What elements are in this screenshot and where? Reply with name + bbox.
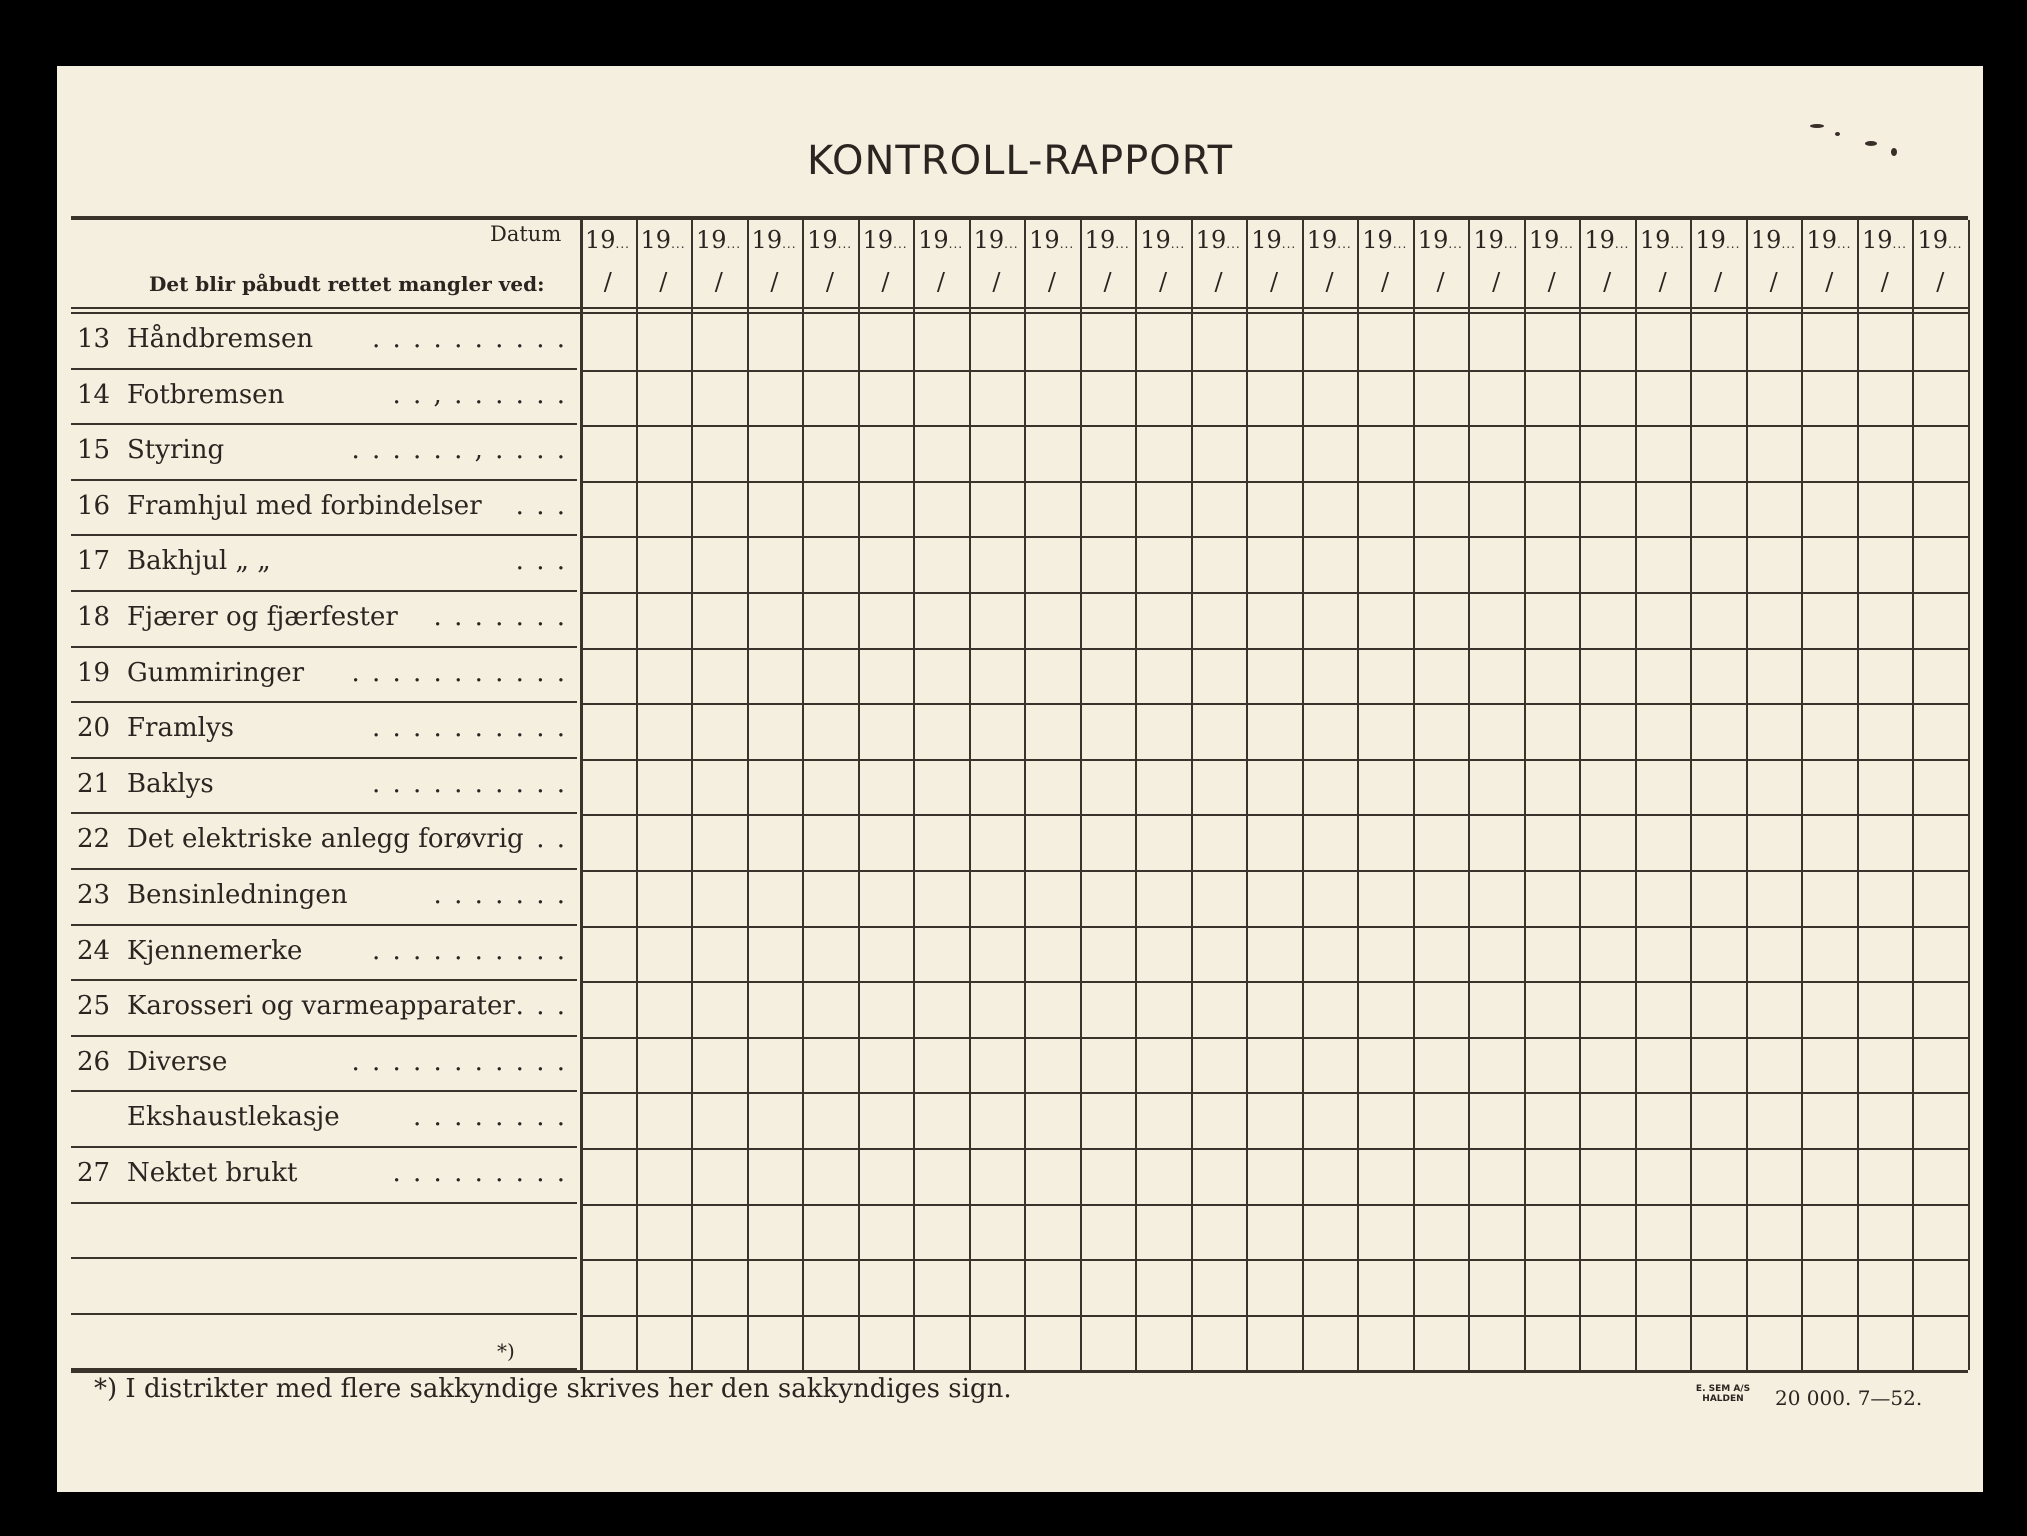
year-text: 19 [640, 226, 672, 254]
year-fill-dots: ... [948, 237, 964, 251]
year-text: 19 [1584, 226, 1615, 254]
row-label: Håndbremsen [127, 324, 314, 354]
year-fill-dots: ... [1559, 237, 1574, 251]
row-leader-dots: . . . . . . . . . . . [351, 1046, 567, 1077]
row-leader-dots: . . . . . . , . . . . [351, 435, 567, 466]
grid-column-line [802, 220, 804, 1370]
date-year-prefix [974, 226, 1019, 254]
row-line [71, 368, 577, 370]
date-slash: / [770, 268, 779, 296]
year-fill-dots: ... [782, 237, 797, 251]
ink-speck [1835, 132, 1840, 136]
year-fill-dots: ... [1059, 237, 1075, 251]
grid-column-line [1413, 220, 1415, 1370]
grid-column-line [913, 220, 915, 1370]
row-label: Fjærer og fjærfester [127, 602, 398, 632]
row-label: Det elektriske anlegg forøvrig [127, 824, 524, 855]
row-label: Framhjul med forbindelser [127, 490, 482, 521]
year-fill-dots: ... [726, 237, 742, 251]
row-line [71, 812, 577, 814]
year-fill-dots: ... [1004, 237, 1019, 251]
date-year-prefix [1140, 226, 1185, 254]
row-leader-dots: . . . [515, 546, 567, 577]
date-year-prefix [1584, 226, 1629, 254]
year-fill-dots: ... [1115, 237, 1130, 251]
row-label: Bakhjul „ „ [127, 546, 271, 577]
row-line [580, 1259, 1968, 1261]
row-leader-dots: . . . . . . . . . . . [351, 657, 567, 688]
row-number: 16 [77, 490, 111, 521]
date-year-prefix [1640, 226, 1685, 254]
date-year-prefix [1473, 226, 1518, 254]
year-fill-dots: ... [1337, 237, 1352, 251]
row-line [71, 479, 577, 481]
date-slash: / [1769, 268, 1778, 296]
year-text: 19 [973, 226, 1005, 254]
form-title: KONTROLL-RAPPORT [806, 138, 1234, 184]
year-text: 19 [1362, 226, 1393, 254]
row-leader-dots: . . . . . . . . [413, 1102, 567, 1133]
header-rule [71, 307, 1968, 309]
date-year-prefix [1695, 226, 1740, 254]
year-text: 19 [807, 226, 838, 254]
row-line [580, 1370, 1968, 1372]
row-label: Baklys [127, 768, 214, 799]
row-line [580, 370, 1968, 372]
row-label: Fotbremsen [127, 379, 285, 410]
row-line [71, 1202, 577, 1204]
date-year-prefix [1529, 226, 1574, 254]
row-line [580, 703, 1968, 705]
row-line [580, 648, 1968, 650]
date-slash: / [1880, 268, 1889, 296]
row-line [71, 423, 577, 425]
year-text: 19 [1417, 226, 1449, 254]
grid-column-line [580, 220, 583, 1370]
row-leader-dots: . . [536, 824, 567, 855]
row-line [71, 1313, 577, 1315]
date-slash: / [825, 268, 834, 296]
grid-column-line [1968, 220, 1970, 1370]
grid-column-line [1524, 220, 1526, 1370]
row-leader-dots: . . . . . . . [433, 880, 567, 910]
year-text: 19 [696, 226, 727, 254]
row-number: 23 [77, 880, 111, 910]
row-label: Framlys [127, 713, 234, 744]
date-year-prefix [1251, 226, 1296, 254]
year-fill-dots: ... [1725, 237, 1741, 251]
grid-column-line [1690, 220, 1692, 1370]
row-number: 20 [77, 713, 111, 744]
row-leader-dots: . . . . . . . [433, 602, 567, 632]
date-year-prefix [1196, 226, 1241, 254]
row-line [71, 757, 577, 759]
top-rule [71, 216, 1968, 220]
grid-column-line [1579, 220, 1581, 1370]
row-line [580, 814, 1968, 816]
year-text: 19 [1806, 226, 1837, 254]
row-leader-dots: . . . . . . . . . . [371, 768, 567, 799]
year-fill-dots: ... [1892, 237, 1907, 251]
grid-column-line [1357, 220, 1359, 1370]
date-slash: / [1714, 268, 1723, 296]
row-number: 24 [77, 935, 111, 966]
row-number: 14 [77, 379, 111, 410]
row-label: Gummiringer [127, 657, 305, 688]
date-slash: / [1325, 268, 1334, 296]
row-label: Kjennemerke [127, 935, 303, 966]
row-line [71, 1257, 577, 1259]
date-slash: / [1547, 268, 1556, 296]
row-line [580, 870, 1968, 872]
year-fill-dots: ... [1614, 237, 1630, 251]
ink-speck [1865, 141, 1877, 146]
year-text: 19 [1140, 226, 1171, 254]
grid-column-line [636, 220, 638, 1370]
row-line [71, 590, 577, 592]
grid-column-line [1246, 220, 1248, 1370]
row-leader-dots: . . . . . . . . . [392, 1158, 567, 1188]
ink-speck [1810, 124, 1824, 128]
printer-name: E. SEM A/S [1695, 1384, 1751, 1394]
row-line [71, 1146, 577, 1148]
year-text: 19 [1695, 226, 1726, 254]
year-fill-dots: ... [1836, 237, 1852, 251]
year-fill-dots: ... [1503, 237, 1519, 251]
date-year-prefix [585, 226, 630, 254]
date-year-prefix [863, 226, 908, 254]
grid-column-line [1135, 220, 1137, 1370]
year-text: 19 [1084, 226, 1116, 254]
year-fill-dots: ... [837, 237, 853, 251]
date-year-prefix [1362, 226, 1407, 254]
grid-column-line [1468, 220, 1470, 1370]
grid-column-line [1191, 220, 1193, 1370]
year-fill-dots: ... [1170, 237, 1186, 251]
row-line [580, 1315, 1968, 1317]
date-year-prefix [1418, 226, 1463, 254]
row-line [580, 425, 1968, 427]
row-leader-dots: . . . . . . . . . . [371, 713, 567, 744]
row-label: Nektet brukt [127, 1158, 298, 1188]
date-year-prefix [1751, 226, 1796, 254]
year-text: 19 [1306, 226, 1338, 254]
date-year-prefix [1085, 226, 1130, 254]
row-number: 22 [77, 824, 111, 855]
row-number: 21 [77, 768, 111, 799]
row-line [71, 701, 577, 703]
row-line [580, 1092, 1968, 1094]
year-text: 19 [1750, 226, 1782, 254]
row-label: Diverse [127, 1046, 228, 1077]
row-line [71, 1035, 577, 1037]
inspection-form-card [57, 66, 1983, 1492]
date-slash: / [1214, 268, 1223, 296]
date-slash: / [1047, 268, 1056, 296]
row-line [71, 534, 577, 536]
date-year-prefix [641, 226, 686, 254]
year-fill-dots: ... [1226, 237, 1241, 251]
date-slash: / [603, 268, 612, 296]
datum-label: Datum [490, 222, 562, 246]
year-text: 19 [1639, 226, 1671, 254]
row-number: 25 [77, 991, 111, 1022]
grid-column-line [1635, 220, 1637, 1370]
grid-column-line [1302, 220, 1304, 1370]
header-rule [71, 312, 1968, 314]
row-leader-dots: . . . [515, 490, 567, 521]
printer-imprint [1683, 1384, 1763, 1404]
row-label: Karosseri og varmeapparater [127, 991, 515, 1022]
year-text: 19 [1195, 226, 1227, 254]
row-line [580, 592, 1968, 594]
row-number: 17 [77, 546, 111, 577]
row-leader-dots: . . . . . . . . . . [371, 324, 567, 354]
date-year-prefix [1307, 226, 1352, 254]
date-slash: / [1381, 268, 1390, 296]
year-fill-dots: ... [1281, 237, 1297, 251]
date-year-prefix [752, 226, 797, 254]
date-slash: / [1825, 268, 1834, 296]
date-year-prefix [1862, 226, 1907, 254]
row-line [580, 481, 1968, 483]
year-fill-dots: ... [1948, 237, 1963, 251]
row-line [580, 536, 1968, 538]
date-year-prefix [807, 226, 852, 254]
row-number: 15 [77, 435, 111, 466]
date-slash: / [1936, 268, 1945, 296]
row-line [71, 924, 577, 926]
printer-city: HALDEN [1702, 1394, 1744, 1404]
date-year-prefix [1917, 226, 1962, 254]
year-fill-dots: ... [1448, 237, 1463, 251]
row-number: 18 [77, 602, 111, 632]
row-number: 26 [77, 1046, 111, 1077]
date-year-prefix [1806, 226, 1851, 254]
grid-column-line [1801, 220, 1803, 1370]
year-text: 19 [1251, 226, 1282, 254]
row-line [71, 646, 577, 648]
year-text: 19 [751, 226, 783, 254]
date-slash: / [1436, 268, 1445, 296]
grid-column-line [1857, 220, 1859, 1370]
date-slash: / [1103, 268, 1112, 296]
row-number: 19 [77, 657, 111, 688]
row-label: Ekshaustlekasje [127, 1102, 340, 1133]
row-line [580, 926, 1968, 928]
date-slash: / [992, 268, 1001, 296]
year-fill-dots: ... [893, 237, 908, 251]
row-number: 13 [77, 324, 111, 354]
year-fill-dots: ... [615, 237, 630, 251]
row-leader-dots: . . . . . . . . . . [371, 935, 567, 966]
row-line [71, 868, 577, 870]
date-year-prefix [696, 226, 741, 254]
row-line [580, 1204, 1968, 1206]
date-slash: / [1603, 268, 1612, 296]
row-label: *) [497, 1338, 515, 1363]
grid-column-line [1912, 220, 1914, 1370]
subheader-label: Det blir påbudt rettet mangler ved: [149, 272, 545, 296]
date-slash: / [659, 268, 668, 296]
row-line [71, 979, 577, 981]
year-text: 19 [585, 226, 616, 254]
row-line [580, 981, 1968, 983]
ink-speck [1891, 148, 1897, 156]
row-label: Bensinledningen [127, 880, 348, 910]
grid-column-line [858, 220, 860, 1370]
year-text: 19 [1473, 226, 1504, 254]
date-slash: / [1158, 268, 1168, 296]
date-slash: / [936, 268, 945, 296]
grid-column-line [1746, 220, 1748, 1370]
row-line [71, 1090, 577, 1092]
print-run: 20 000. 7—52. [1775, 1386, 1923, 1410]
date-year-prefix [918, 226, 963, 254]
year-fill-dots: ... [1670, 237, 1685, 251]
date-slash: / [1492, 268, 1501, 296]
year-text: 19 [1861, 226, 1893, 254]
year-fill-dots: ... [671, 237, 686, 251]
year-text: 19 [1029, 226, 1060, 254]
date-slash: / [1658, 268, 1667, 296]
grid-column-line [969, 220, 971, 1370]
year-text: 19 [1528, 226, 1560, 254]
date-slash: / [881, 268, 890, 296]
grid-column-line [1080, 220, 1082, 1370]
date-year-prefix [1029, 226, 1074, 254]
year-text: 19 [862, 226, 894, 254]
row-leader-dots: . . , . . . . . . [392, 379, 567, 410]
grid-column-line [747, 220, 749, 1370]
year-fill-dots: ... [1392, 237, 1408, 251]
date-slash: / [1270, 268, 1279, 296]
date-slash: / [714, 268, 723, 296]
row-line [71, 1368, 577, 1370]
year-text: 19 [1917, 226, 1949, 254]
row-line [580, 759, 1968, 761]
footnote: *) I distrikter med flere sakkyndige skrives her den sakkyndiges sign. [94, 1374, 1012, 1404]
year-text: 19 [918, 226, 949, 254]
row-leader-dots: . . . [515, 991, 567, 1022]
year-fill-dots: ... [1781, 237, 1796, 251]
row-line [580, 1148, 1968, 1150]
row-label: Styring [127, 435, 225, 466]
row-line [580, 1037, 1968, 1039]
grid-column-line [691, 220, 693, 1370]
grid-column-line [1024, 220, 1026, 1370]
row-number: 27 [77, 1158, 111, 1188]
